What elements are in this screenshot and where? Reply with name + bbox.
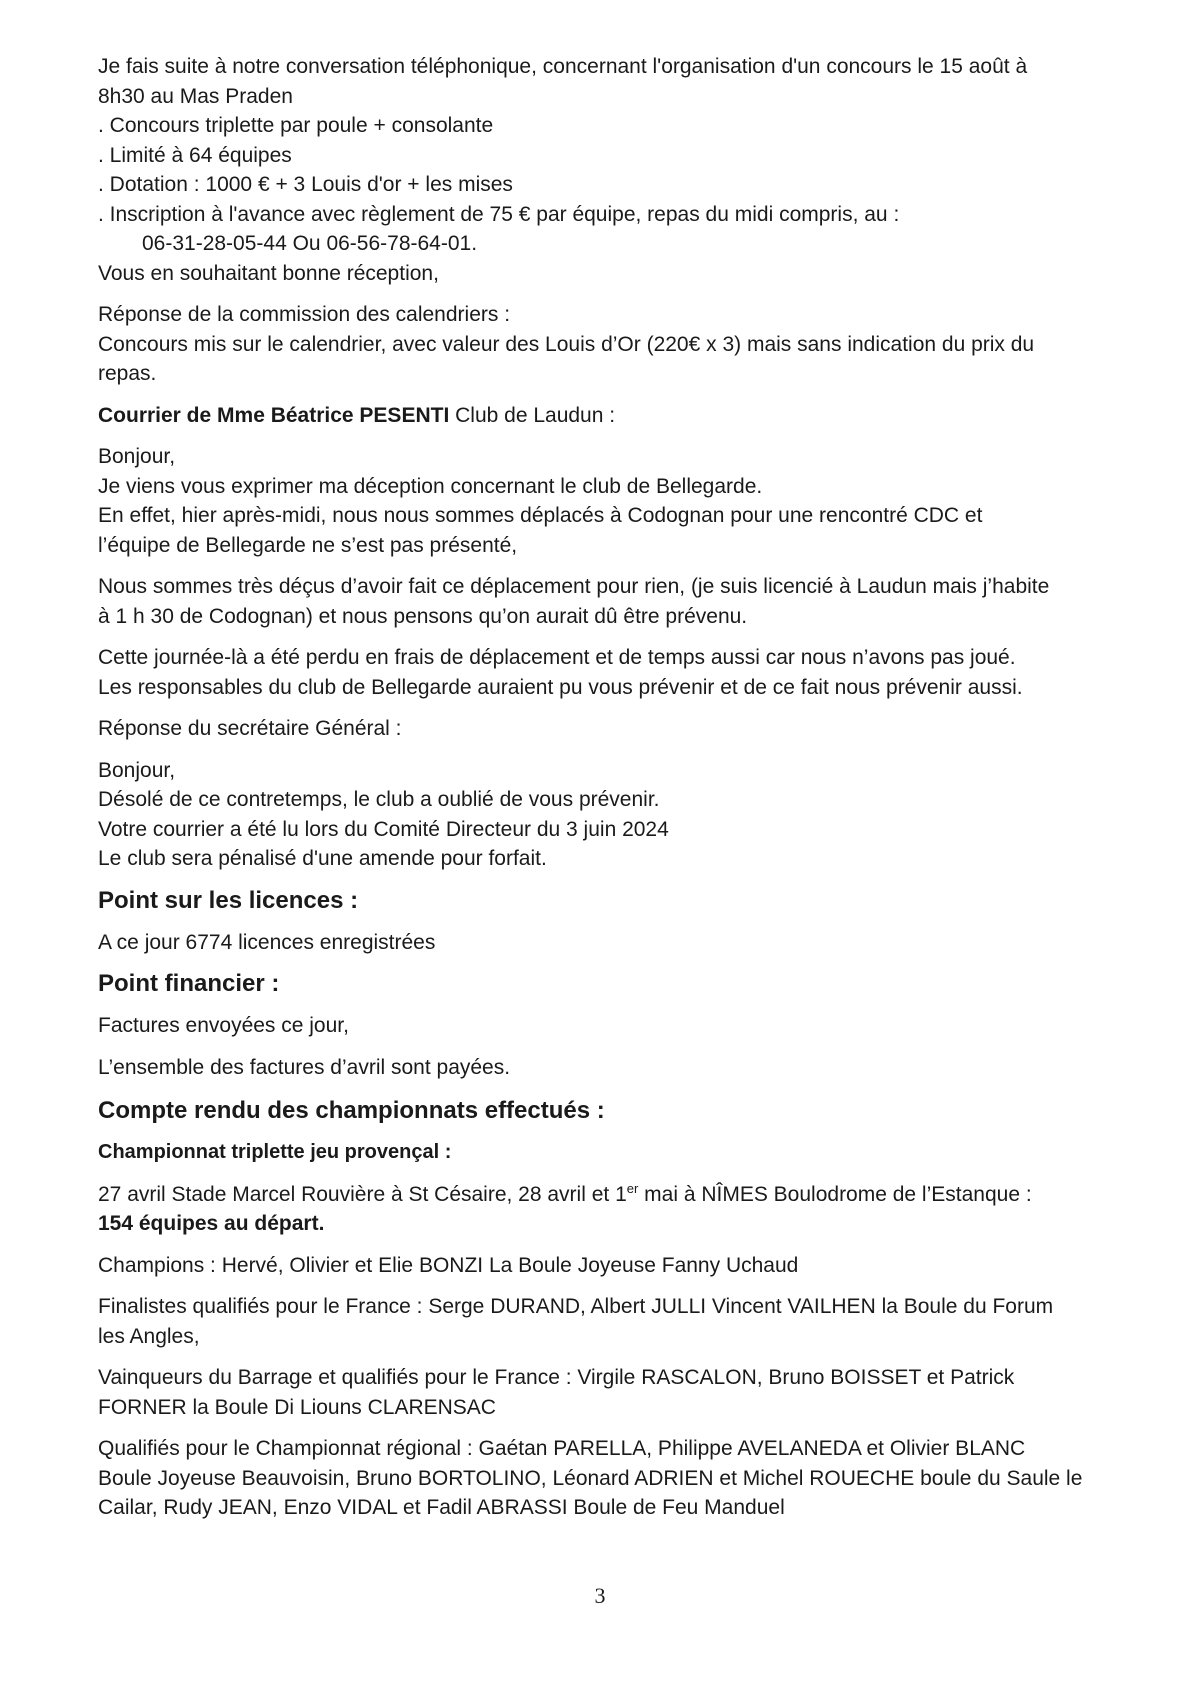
- text-line: Réponse du secrétaire Général :: [98, 717, 402, 740]
- text-line: Cailar, Rudy JEAN, Enzo VIDAL et Fadil ABRASSI Boule de Feu Manduel: [98, 1496, 785, 1519]
- champions-line: Champions : Hervé, Olivier et Elie BONZI La Boule Joyeuse Fanny Uchaud: [98, 1253, 799, 1277]
- text-line: Le club sera pénalisé d'une amende pour forfait.: [98, 847, 547, 870]
- text-line: . Dotation : 1000 € + 3 Louis d'or + les mises: [98, 173, 513, 196]
- financier-heading: Point financier :: [98, 970, 280, 997]
- text-line: Boule Joyeuse Beauvoisin, Bruno BORTOLINO, Léonard ADRIEN et Michel ROUECHE boule du Saule le: [98, 1466, 1083, 1490]
- text-line: l’équipe de Bellegarde ne s’est pas présenté,: [98, 533, 518, 557]
- text-line: [98, 1180, 1118, 1210]
- text-line: à 1 h 30 de Codognan) et nous pensons qu’on aurait dû être prévenu.: [98, 604, 748, 628]
- text-line: Je viens vous exprimer ma déception concernant le club de Bellegarde.: [98, 474, 763, 498]
- regional-paragraph: [98, 1434, 1118, 1523]
- financier-text-1: Factures envoyées ce jour,: [98, 1014, 349, 1037]
- text-line: Désolé de ce contretemps, le club a oublié de vous prévenir.: [98, 788, 660, 811]
- text-line: Réponse de la commission des calendriers :: [98, 303, 511, 326]
- text-line: Finalistes qualifiés pour le France : Serge DURAND, Albert JULLI Vincent VAILHEN la Boule du Forum: [98, 1295, 1054, 1318]
- championnats-heading: Compte rendu des championnats effectués :: [98, 1097, 605, 1124]
- superscript: er: [626, 1180, 639, 1196]
- page-number: 3: [594, 1583, 606, 1608]
- licences-heading: Point sur les licences :: [98, 886, 359, 914]
- letter-paragraph-3: [98, 643, 1118, 702]
- text-line: Nous sommes très déçus d’avoir fait ce déplacement pour rien, (je suis licencié à Laudun mais j’habite: [98, 575, 1050, 598]
- text-line: En effet, hier après-midi, nous nous sommes déplacés à Codognan pour une rencontré CDC et: [98, 504, 983, 527]
- secretary-reply-label: [98, 714, 1118, 744]
- text-line: Votre courrier a été lu lors du Comité Directeur du 3 juin 2024: [98, 817, 669, 841]
- dates-text-end: mai à NÎMES Boulodrome de l’Estanque :: [638, 1182, 1032, 1206]
- championnat-subheading: Championnat triplette jeu provençal :: [98, 1141, 452, 1163]
- intro-paragraph: [98, 52, 1118, 288]
- courrier-author: Courrier de Mme Béatrice PESENTI: [98, 403, 450, 427]
- text-line: . Limité à 64 équipes: [98, 143, 292, 167]
- financier-text-2: L’ensemble des factures d’avril sont payées.: [98, 1055, 511, 1079]
- teams-count: 154 équipes au départ.: [98, 1212, 325, 1235]
- phone-numbers: 06-31-28-05-44 Ou 06-56-78-64-01.: [142, 232, 478, 255]
- text-line: Bonjour,: [98, 445, 176, 468]
- text-line: Qualifiés pour le Championnat régional : Gaétan PARELLA, Philippe AVELANEDA et Olivier BLANC: [98, 1437, 1026, 1460]
- text-line: Vainqueurs du Barrage et qualifiés pour le France : Virgile RASCALON, Bruno BOISSET et Patrick: [98, 1366, 1015, 1389]
- barrage-paragraph: [98, 1363, 1118, 1422]
- text-line: les Angles,: [98, 1324, 200, 1348]
- text-line: Je fais suite à notre conversation téléphonique, concernant l'organisation d'un concours le 15 août à: [98, 55, 1028, 78]
- dates-text: 27 avril Stade Marcel Rouvière à St Césaire, 28 avril et 1: [98, 1182, 627, 1206]
- text-line: 8h30 au Mas Praden: [98, 84, 293, 108]
- courrier-heading: [98, 401, 1118, 431]
- finalists-paragraph: [98, 1292, 1118, 1351]
- text-line: . Concours triplette par poule + consolante: [98, 114, 494, 137]
- text-line: FORNER la Boule Di Liouns CLARENSAC: [98, 1395, 496, 1419]
- courrier-club: Club de Laudun :: [449, 403, 616, 427]
- text-line: . Inscription à l'avance avec règlement de 75 € par équipe, repas du midi compris, au :: [98, 202, 900, 226]
- licences-text: A ce jour 6774 licences enregistrées: [98, 930, 436, 954]
- secretary-reply: [98, 756, 1118, 874]
- text-line: Cette journée-là a été perdu en frais de déplacement et de temps aussi car nous n’avons pas joué.: [98, 646, 1016, 669]
- letter-paragraph-1: [98, 442, 1118, 560]
- calendar-reply: [98, 300, 1118, 389]
- text-line: Vous en souhaitant bonne réception,: [98, 261, 439, 285]
- document-body: [98, 52, 1118, 1523]
- text-line: repas.: [98, 362, 157, 385]
- letter-paragraph-2: [98, 572, 1118, 631]
- text-line: Les responsables du club de Bellegarde auraient pu vous prévenir et de ce fait nous prévenir aussi.: [98, 675, 1023, 699]
- text-line: Concours mis sur le calendrier, avec valeur des Louis d’Or (220€ x 3) mais sans indication du prix du: [98, 332, 1035, 356]
- text-line: Bonjour,: [98, 758, 176, 782]
- championnat-dates: [98, 1180, 1118, 1239]
